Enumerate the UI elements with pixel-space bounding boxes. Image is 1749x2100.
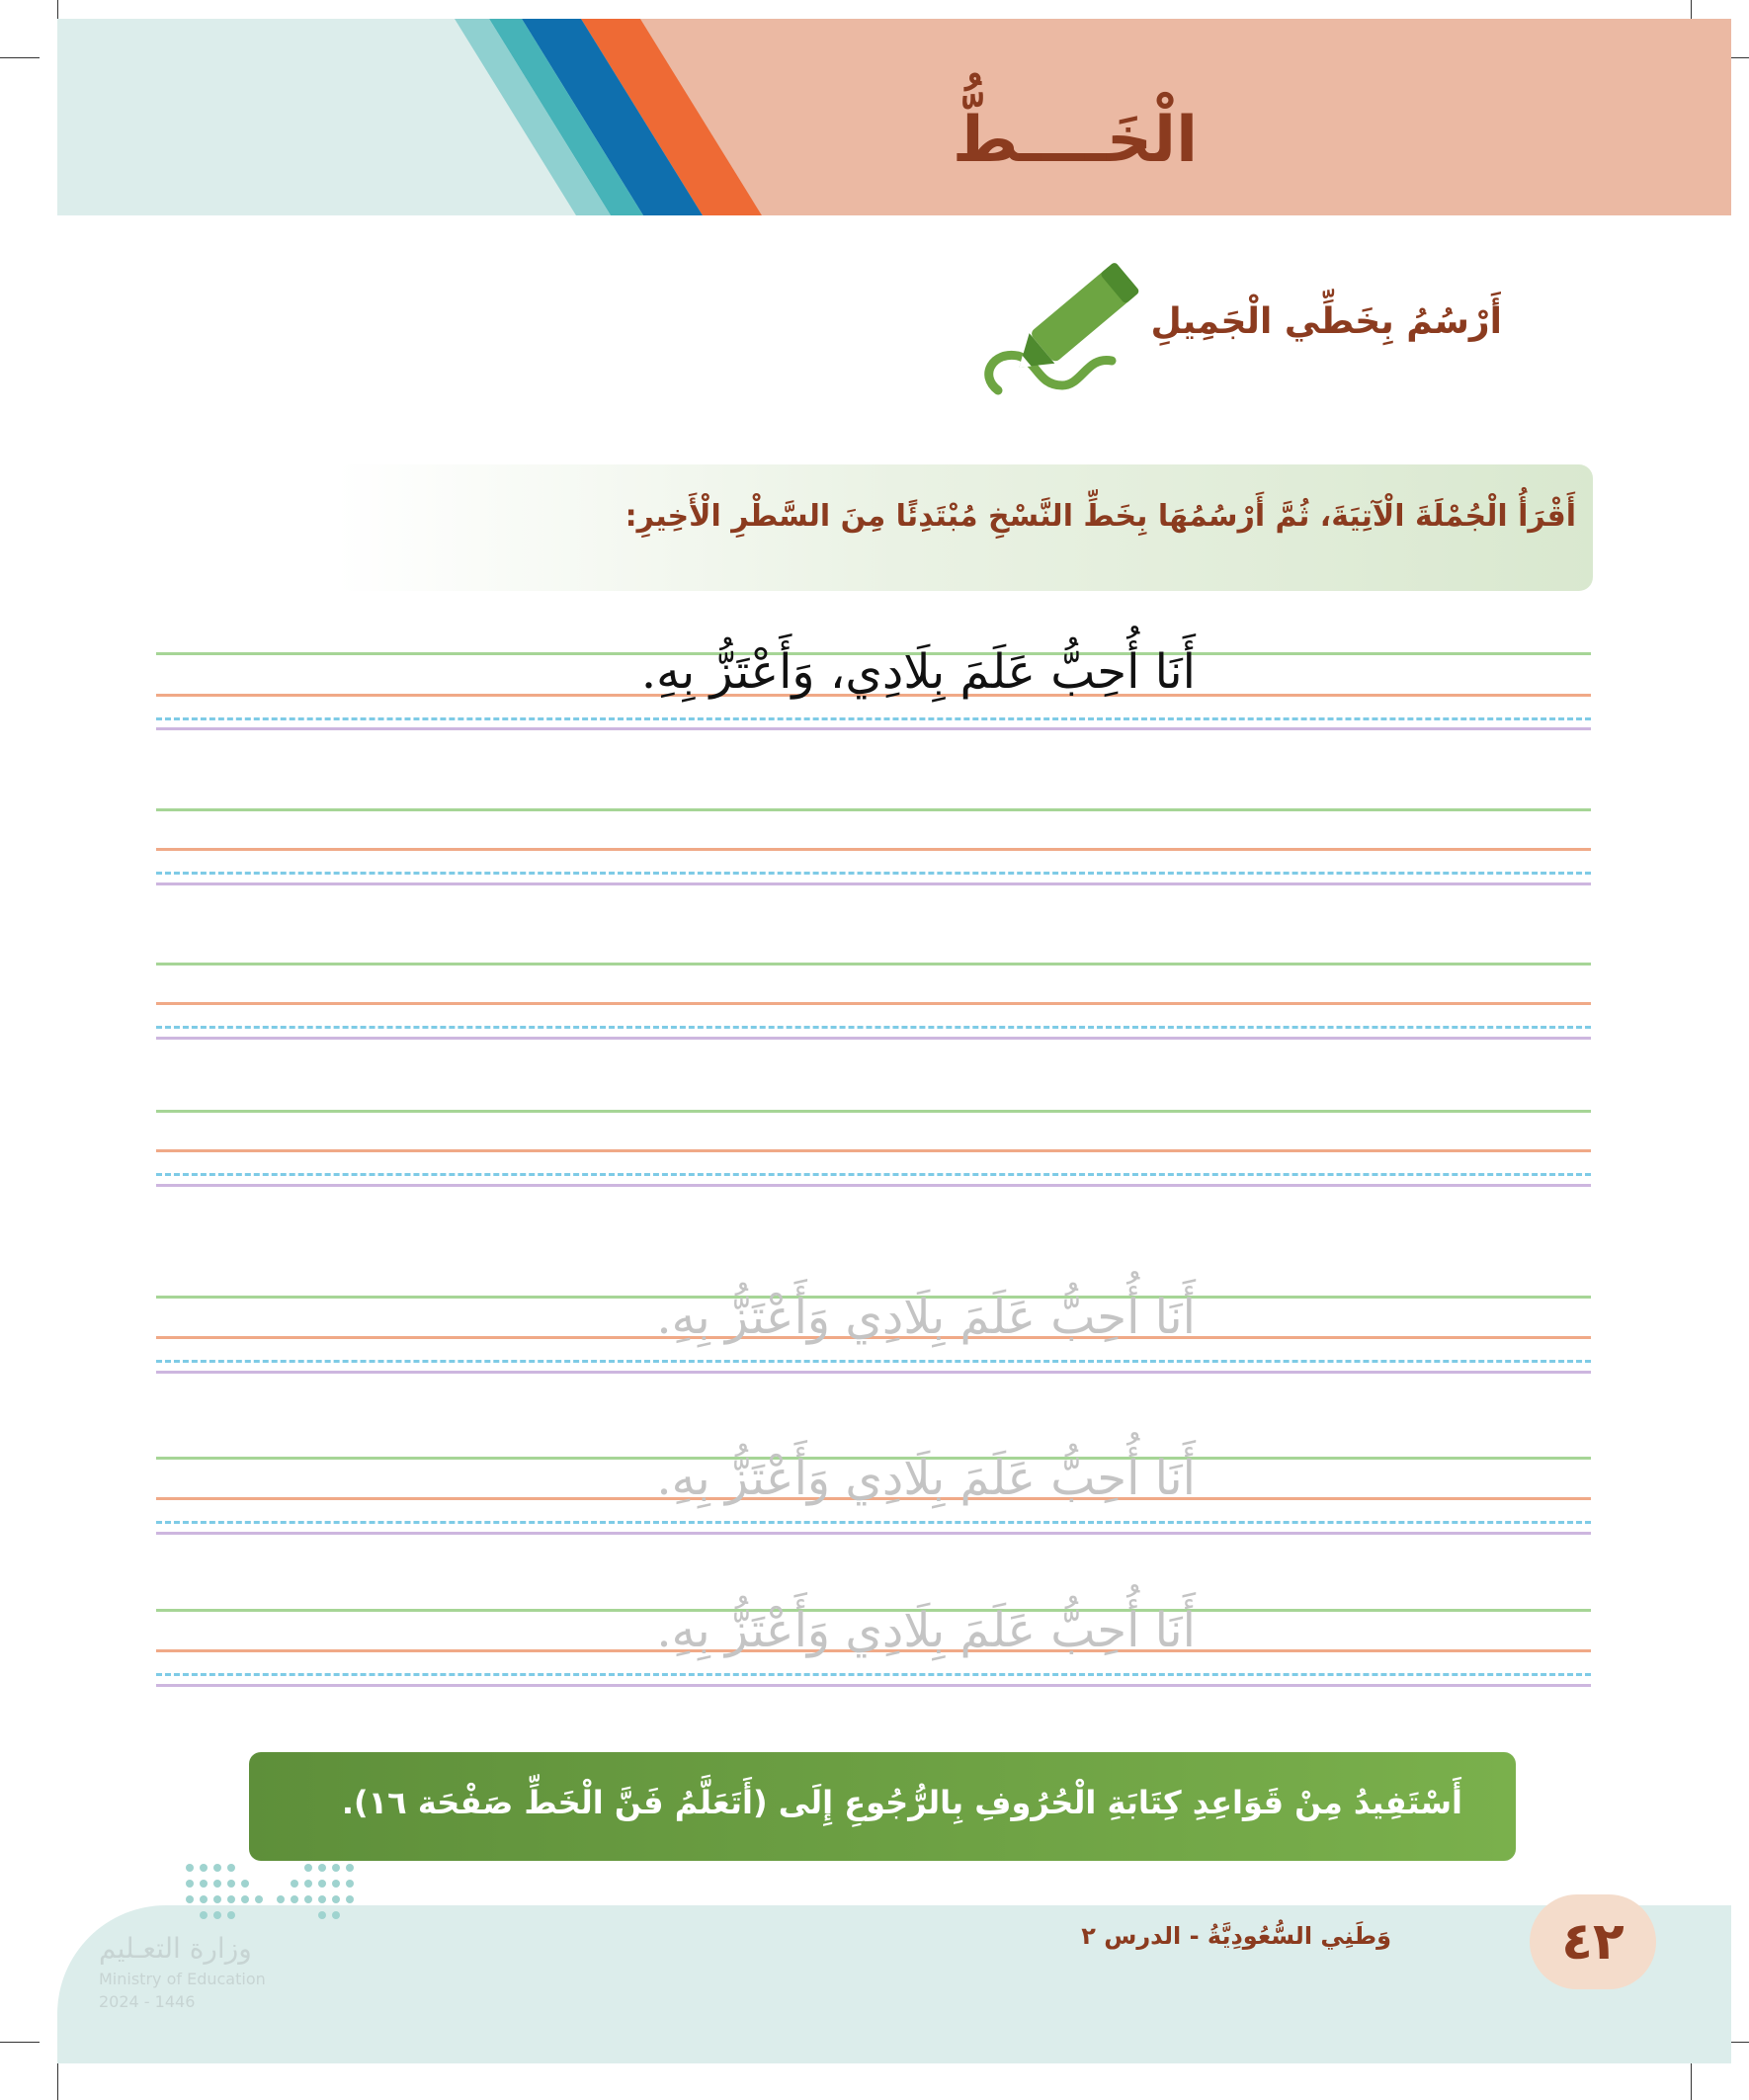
section-heading: أَرْسُمُ بِخَطِّي الْجَمِيلِ (1150, 301, 1502, 342)
guide-line (156, 1002, 1591, 1005)
ministry-name-arabic: وزارة التعـليم (99, 1932, 252, 1965)
guide-line (156, 1037, 1591, 1040)
guide-line (156, 1532, 1591, 1535)
guide-line (156, 1371, 1591, 1374)
instruction-text: أَقْرَأُ الْجُمْلَةَ الْآتِيَةَ، ثُمَّ أَرْسُمُهَا بِخَطِّ النَّسْخِ مُبْتَدِئًا مِنَ السَّطْرِ الْأَخِيرِ: (625, 499, 1576, 534)
crop-mark (57, 2060, 58, 2100)
model-sentence: أَنَا أُحِبُّ عَلَمَ بِلَادِي، وَأَعْتَزُّ بِهِ. (640, 644, 1196, 700)
unit-label: وَطَنِي السُّعُودِيَّةُ - الدرس ٢ (1081, 1922, 1391, 1950)
tip-text: أَسْتَفِيدُ مِنْ قَوَاعِدِ كِتَابَةِ الْحُرُوفِ بِالرُّجُوعِ إِلَى (أَتَعَلَّمُ فَنَّ الْخَطِّ صَفْحَة ١٦). (341, 1784, 1462, 1821)
pen-icon (978, 237, 1176, 410)
guide-line (156, 717, 1591, 720)
edition-year: 2024 - 1446 (99, 1992, 196, 2011)
footer-band (57, 1905, 1731, 2063)
guide-line (156, 1684, 1591, 1687)
guide-line (156, 1360, 1591, 1363)
guide-line (156, 1110, 1591, 1113)
guide-line (156, 1673, 1591, 1676)
ministry-logo-icon (180, 1858, 358, 1927)
page-title: الْخَــــطُّ (952, 104, 1198, 177)
header-banner (57, 19, 1731, 215)
guide-line (156, 1184, 1591, 1187)
guide-line (156, 872, 1591, 875)
guide-line (156, 882, 1591, 885)
page-number: ٤٢ (1530, 1894, 1656, 1989)
guide-line (156, 727, 1591, 730)
crop-mark (0, 57, 40, 58)
ministry-name-english: Ministry of Education (99, 1970, 266, 1988)
guide-line (156, 1521, 1591, 1524)
guide-line (156, 963, 1591, 966)
crop-mark (0, 2042, 40, 2043)
guide-line (156, 848, 1591, 851)
trace-sentence[interactable]: أَنَا أُحِبُّ عَلَمَ بِلَادِي وَأَعْتَزُّ بِهِ. (656, 1603, 1196, 1658)
guide-line (156, 1026, 1591, 1029)
guide-line (156, 808, 1591, 811)
guide-line (156, 1149, 1591, 1152)
crop-mark (1691, 2060, 1692, 2100)
trace-sentence[interactable]: أَنَا أُحِبُّ عَلَمَ بِلَادِي وَأَعْتَزُّ بِهِ. (656, 1290, 1196, 1345)
guide-line (156, 1173, 1591, 1176)
trace-sentence[interactable]: أَنَا أُحِبُّ عَلَمَ بِلَادِي وَأَعْتَزُّ بِهِ. (656, 1451, 1196, 1506)
header-stripes (57, 19, 1731, 215)
